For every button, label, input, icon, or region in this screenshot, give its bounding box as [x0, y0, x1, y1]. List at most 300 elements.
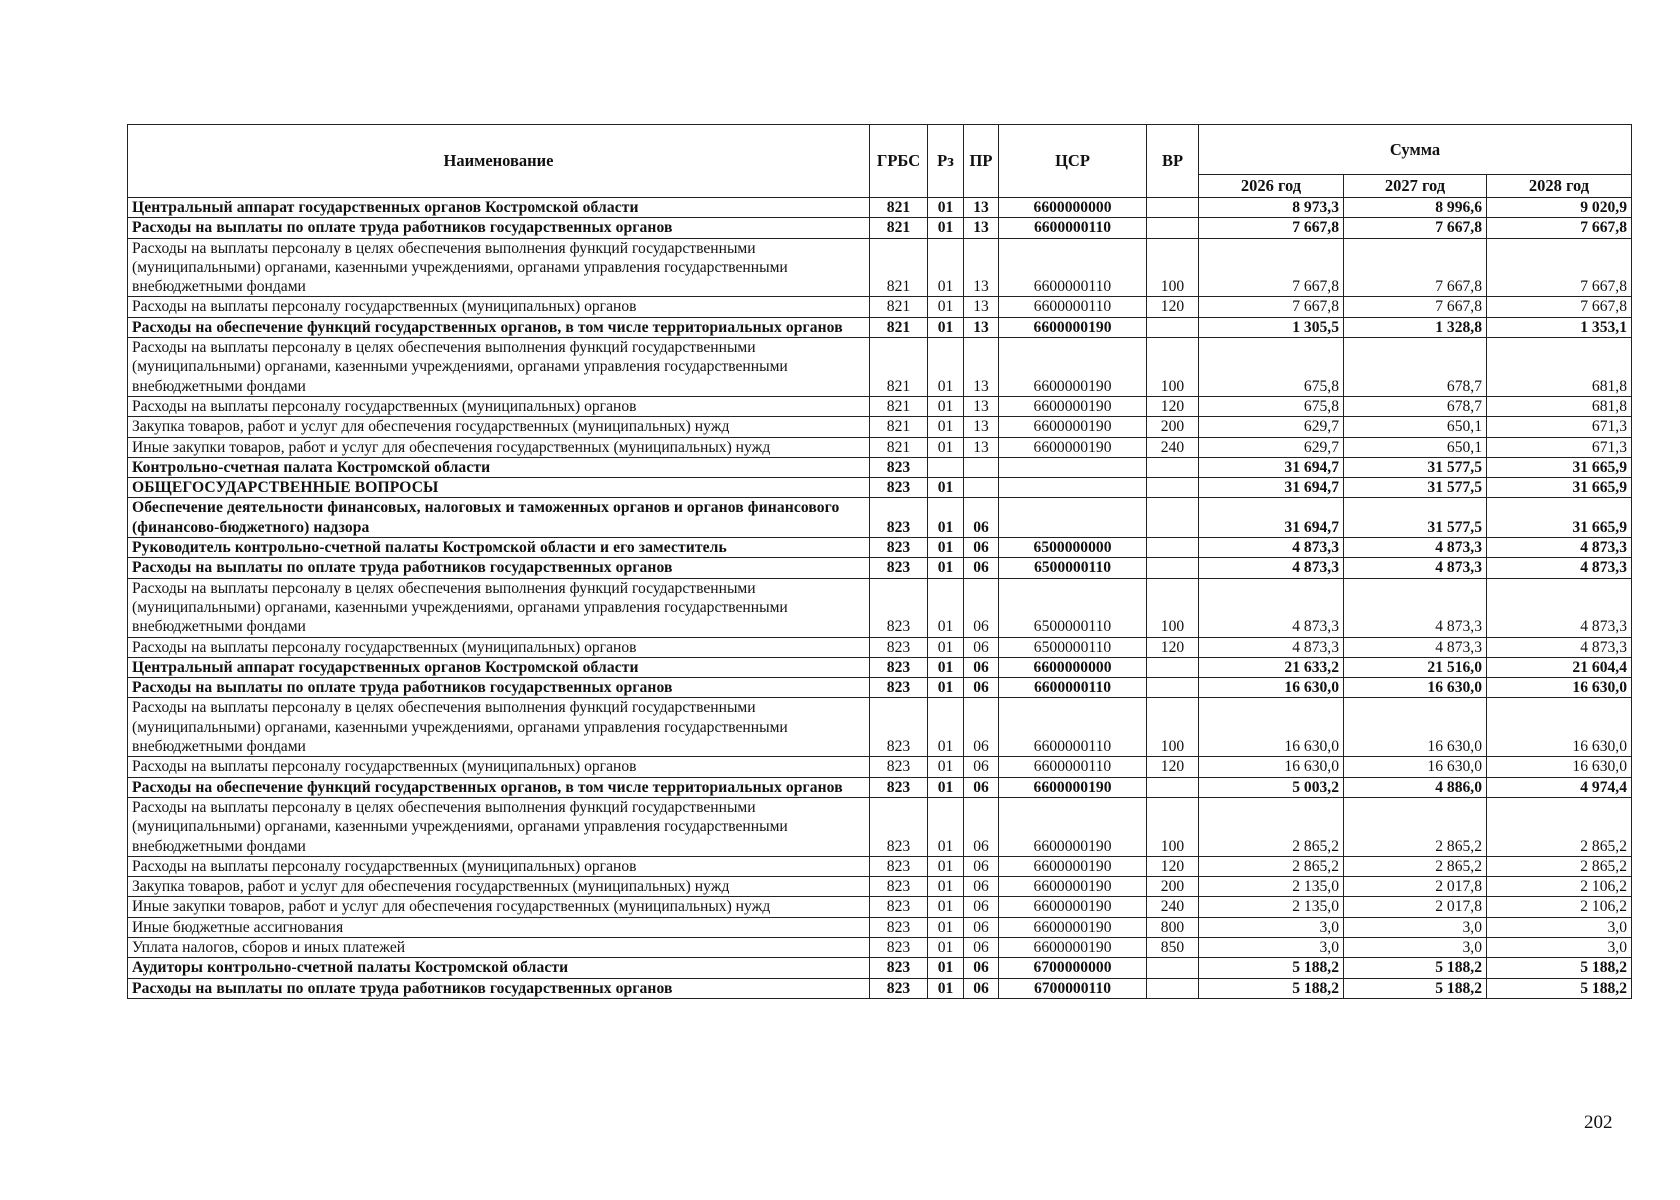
cell-grbs: 823: [870, 877, 928, 897]
cell-rz: 01: [928, 498, 964, 538]
cell-2026: 675,8: [1199, 338, 1344, 397]
cell-name: Расходы на выплаты по оплате труда работников государственных органов: [128, 558, 870, 578]
table-row: [128, 777, 1632, 797]
cell-2028: 3,0: [1487, 937, 1632, 957]
cell-name: Расходы на выплаты персоналу государственных (муниципальных) органов: [128, 637, 870, 657]
cell-grbs: 821: [870, 297, 928, 317]
cell-name: Расходы на выплаты персоналу в целях обеспечения выполнения функций государственными (муниципальными) органами, казенными учреждениями, органами управления государственными внебюджетными фондами: [128, 338, 870, 397]
cell-2027: 16 630,0: [1344, 678, 1487, 698]
cell-csr: 6600000190: [999, 777, 1147, 797]
cell-name: Расходы на обеспечение функций государственных органов, в том числе территориальных органов: [128, 777, 870, 797]
cell-2027: 3,0: [1344, 917, 1487, 937]
cell-csr: 6600000000: [999, 657, 1147, 677]
cell-name: Расходы на выплаты по оплате труда работников государственных органов: [128, 218, 870, 238]
cell-2028: 31 665,9: [1487, 498, 1632, 538]
cell-name: Расходы на выплаты персоналу в целях обеспечения выполнения функций государственными (муниципальными) органами, казенными учреждениями, органами управления государственными внебюджетными фондами: [128, 698, 870, 757]
cell-2027: 21 516,0: [1344, 657, 1487, 677]
cell-pr: 06: [964, 698, 999, 757]
cell-pr: 13: [964, 338, 999, 397]
cell-2028: 16 630,0: [1487, 678, 1632, 698]
cell-vr: 100: [1147, 338, 1199, 397]
cell-grbs: 823: [870, 958, 928, 978]
cell-grbs: 823: [870, 478, 928, 498]
cell-csr: 6600000110: [999, 238, 1147, 297]
cell-2026: 2 865,2: [1199, 856, 1344, 876]
cell-vr: [1147, 478, 1199, 498]
cell-grbs: 821: [870, 396, 928, 416]
header-year-2028: 2028 год: [1487, 175, 1632, 198]
table-row: [128, 978, 1632, 998]
cell-2026: 16 630,0: [1199, 678, 1344, 698]
cell-vr: 120: [1147, 297, 1199, 317]
cell-name: Иные закупки товаров, работ и услуг для обеспечения государственных (муниципальных) нужд: [128, 897, 870, 917]
cell-vr: 240: [1147, 437, 1199, 457]
cell-2028: 7 667,8: [1487, 297, 1632, 317]
cell-2028: 2 865,2: [1487, 856, 1632, 876]
cell-name: Аудиторы контрольно-счетной палаты Костромской области: [128, 958, 870, 978]
cell-csr: 6500000000: [999, 538, 1147, 558]
cell-pr: 06: [964, 797, 999, 856]
cell-2027: 7 667,8: [1344, 218, 1487, 238]
header-rz: Рз: [928, 125, 964, 198]
cell-2027: 31 577,5: [1344, 478, 1487, 498]
cell-vr: [1147, 317, 1199, 337]
cell-2028: 5 188,2: [1487, 978, 1632, 998]
cell-grbs: 823: [870, 657, 928, 677]
cell-grbs: 823: [870, 498, 928, 538]
cell-rz: 01: [928, 856, 964, 876]
cell-2028: 4 974,4: [1487, 777, 1632, 797]
cell-2027: 7 667,8: [1344, 297, 1487, 317]
cell-vr: [1147, 457, 1199, 477]
cell-pr: 06: [964, 978, 999, 998]
table-row: [128, 937, 1632, 957]
cell-csr: [999, 457, 1147, 477]
cell-vr: [1147, 538, 1199, 558]
cell-grbs: 823: [870, 637, 928, 657]
cell-grbs: 821: [870, 437, 928, 457]
cell-2026: 31 694,7: [1199, 457, 1344, 477]
cell-rz: 01: [928, 558, 964, 578]
cell-2027: 678,7: [1344, 338, 1487, 397]
cell-csr: 6600000190: [999, 937, 1147, 957]
cell-2026: 629,7: [1199, 437, 1344, 457]
cell-pr: 13: [964, 437, 999, 457]
cell-csr: 6600000110: [999, 678, 1147, 698]
cell-csr: 6500000110: [999, 558, 1147, 578]
cell-2027: 1 328,8: [1344, 317, 1487, 337]
cell-pr: 06: [964, 637, 999, 657]
cell-name: Расходы на выплаты по оплате труда работников государственных органов: [128, 678, 870, 698]
cell-grbs: 821: [870, 338, 928, 397]
cell-name: Расходы на выплаты персоналу государственных (муниципальных) органов: [128, 396, 870, 416]
cell-rz: 01: [928, 417, 964, 437]
cell-vr: 240: [1147, 897, 1199, 917]
table-row: [128, 498, 1632, 538]
cell-csr: 6600000190: [999, 917, 1147, 937]
cell-2028: 2 106,2: [1487, 877, 1632, 897]
cell-name: Контрольно-счетная палата Костромской области: [128, 457, 870, 477]
cell-2027: 31 577,5: [1344, 498, 1487, 538]
cell-2027: 678,7: [1344, 396, 1487, 416]
cell-csr: 6600000190: [999, 797, 1147, 856]
cell-grbs: 821: [870, 218, 928, 238]
cell-2026: 2 135,0: [1199, 897, 1344, 917]
cell-pr: 06: [964, 757, 999, 777]
cell-2026: 629,7: [1199, 417, 1344, 437]
cell-2027: 4 873,3: [1344, 637, 1487, 657]
cell-grbs: 821: [870, 317, 928, 337]
cell-vr: 200: [1147, 877, 1199, 897]
cell-2026: 21 633,2: [1199, 657, 1344, 677]
cell-name: Иные закупки товаров, работ и услуг для обеспечения государственных (муниципальных) нужд: [128, 437, 870, 457]
cell-name: Закупка товаров, работ и услуг для обеспечения государственных (муниципальных) нужд: [128, 417, 870, 437]
cell-2026: 4 873,3: [1199, 578, 1344, 637]
cell-2026: 2 135,0: [1199, 877, 1344, 897]
header-vr: ВР: [1147, 125, 1199, 198]
cell-rz: 01: [928, 958, 964, 978]
table-row: [128, 338, 1632, 397]
cell-name: Иные бюджетные ассигнования: [128, 917, 870, 937]
table-row: [128, 897, 1632, 917]
cell-pr: 06: [964, 498, 999, 538]
cell-name: Расходы на выплаты персоналу государственных (муниципальных) органов: [128, 297, 870, 317]
cell-grbs: 821: [870, 198, 928, 218]
cell-csr: [999, 478, 1147, 498]
cell-grbs: 823: [870, 797, 928, 856]
cell-pr: 06: [964, 958, 999, 978]
table-row: [128, 877, 1632, 897]
cell-2028: 9 020,9: [1487, 198, 1632, 218]
cell-2028: 4 873,3: [1487, 558, 1632, 578]
cell-pr: 13: [964, 297, 999, 317]
cell-pr: 06: [964, 897, 999, 917]
cell-2027: 2 865,2: [1344, 797, 1487, 856]
cell-2028: 31 665,9: [1487, 457, 1632, 477]
cell-2028: 16 630,0: [1487, 757, 1632, 777]
cell-name: Расходы на выплаты по оплате труда работников государственных органов: [128, 978, 870, 998]
cell-grbs: 823: [870, 678, 928, 698]
table-row: [128, 218, 1632, 238]
cell-2028: 671,3: [1487, 417, 1632, 437]
table-row: [128, 478, 1632, 498]
cell-2026: 5 188,2: [1199, 978, 1344, 998]
table-row: [128, 578, 1632, 637]
table-row: [128, 657, 1632, 677]
cell-rz: 01: [928, 218, 964, 238]
cell-2027: 16 630,0: [1344, 698, 1487, 757]
table-row: [128, 437, 1632, 457]
cell-name: ОБЩЕГОСУДАРСТВЕННЫЕ ВОПРОСЫ: [128, 478, 870, 498]
table-row: [128, 698, 1632, 757]
cell-rz: 01: [928, 538, 964, 558]
cell-pr: 06: [964, 558, 999, 578]
cell-2027: 5 188,2: [1344, 958, 1487, 978]
cell-rz: [928, 457, 964, 477]
header-csr: ЦСР: [999, 125, 1147, 198]
cell-vr: [1147, 657, 1199, 677]
cell-pr: 06: [964, 877, 999, 897]
cell-grbs: 823: [870, 538, 928, 558]
cell-name: Обеспечение деятельности финансовых, налоговых и таможенных органов и органов финансового (финансово-бюджетного) надзора: [128, 498, 870, 538]
table-row: [128, 856, 1632, 876]
cell-grbs: 823: [870, 698, 928, 757]
cell-vr: 850: [1147, 937, 1199, 957]
cell-name: Расходы на выплаты персоналу в целях обеспечения выполнения функций государственными (муниципальными) органами, казенными учреждениями, органами управления государственными внебюджетными фондами: [128, 238, 870, 297]
cell-pr: 06: [964, 538, 999, 558]
cell-pr: 06: [964, 917, 999, 937]
cell-pr: 06: [964, 856, 999, 876]
cell-pr: 06: [964, 937, 999, 957]
cell-name: Расходы на обеспечение функций государственных органов, в том числе территориальных органов: [128, 317, 870, 337]
cell-2026: 3,0: [1199, 917, 1344, 937]
cell-grbs: 823: [870, 856, 928, 876]
cell-name: Расходы на выплаты персоналу в целях обеспечения выполнения функций государственными (муниципальными) органами, казенными учреждениями, органами управления государственными внебюджетными фондами: [128, 578, 870, 637]
cell-2026: 5 188,2: [1199, 958, 1344, 978]
cell-2027: 4 873,3: [1344, 538, 1487, 558]
cell-rz: 01: [928, 396, 964, 416]
cell-2027: 2 865,2: [1344, 856, 1487, 876]
cell-pr: 06: [964, 678, 999, 698]
header-grbs: ГРБС: [870, 125, 928, 198]
table-row: [128, 396, 1632, 416]
cell-vr: [1147, 678, 1199, 698]
cell-2027: 2 017,8: [1344, 897, 1487, 917]
cell-csr: 6700000000: [999, 958, 1147, 978]
cell-vr: 120: [1147, 396, 1199, 416]
cell-rz: 01: [928, 877, 964, 897]
header-pr: ПР: [964, 125, 999, 198]
cell-2026: 7 667,8: [1199, 297, 1344, 317]
cell-pr: 06: [964, 657, 999, 677]
cell-rz: 01: [928, 698, 964, 757]
cell-name: Центральный аппарат государственных органов Костромской области: [128, 657, 870, 677]
table-body: [128, 198, 1632, 999]
cell-csr: [999, 498, 1147, 538]
cell-csr: 6600000000: [999, 198, 1147, 218]
cell-2026: 4 873,3: [1199, 538, 1344, 558]
header-name: Наименование: [128, 125, 870, 198]
cell-pr: 13: [964, 396, 999, 416]
table-row: [128, 538, 1632, 558]
cell-csr: 6600000190: [999, 417, 1147, 437]
cell-2027: 650,1: [1344, 417, 1487, 437]
cell-rz: 01: [928, 578, 964, 637]
cell-2028: 671,3: [1487, 437, 1632, 457]
cell-vr: [1147, 777, 1199, 797]
cell-rz: 01: [928, 637, 964, 657]
cell-grbs: 823: [870, 558, 928, 578]
cell-vr: 120: [1147, 856, 1199, 876]
cell-pr: 13: [964, 218, 999, 238]
cell-2027: 16 630,0: [1344, 757, 1487, 777]
cell-rz: 01: [928, 297, 964, 317]
cell-csr: 6600000190: [999, 317, 1147, 337]
cell-csr: 6500000110: [999, 578, 1147, 637]
cell-csr: 6500000110: [999, 637, 1147, 657]
cell-csr: 6600000190: [999, 338, 1147, 397]
cell-2027: 8 996,6: [1344, 198, 1487, 218]
header-sum: Сумма: [1199, 125, 1632, 175]
cell-vr: 200: [1147, 417, 1199, 437]
cell-rz: 01: [928, 317, 964, 337]
cell-csr: 6600000190: [999, 437, 1147, 457]
table-row: [128, 797, 1632, 856]
table-row: [128, 678, 1632, 698]
cell-2028: 21 604,4: [1487, 657, 1632, 677]
cell-csr: 6600000110: [999, 297, 1147, 317]
cell-csr: 6600000190: [999, 856, 1147, 876]
cell-2026: 7 667,8: [1199, 218, 1344, 238]
cell-grbs: 823: [870, 978, 928, 998]
table-row: [128, 297, 1632, 317]
cell-name: Уплата налогов, сборов и иных платежей: [128, 937, 870, 957]
cell-2027: 5 188,2: [1344, 978, 1487, 998]
cell-pr: 06: [964, 777, 999, 797]
cell-2026: 3,0: [1199, 937, 1344, 957]
cell-csr: 6600000110: [999, 698, 1147, 757]
cell-pr: [964, 457, 999, 477]
cell-vr: 120: [1147, 757, 1199, 777]
cell-rz: 01: [928, 238, 964, 297]
table-row: [128, 637, 1632, 657]
cell-2026: 4 873,3: [1199, 637, 1344, 657]
cell-2026: 31 694,7: [1199, 498, 1344, 538]
cell-2028: 4 873,3: [1487, 578, 1632, 637]
cell-2026: 31 694,7: [1199, 478, 1344, 498]
cell-vr: 100: [1147, 797, 1199, 856]
cell-rz: 01: [928, 757, 964, 777]
cell-name: Центральный аппарат государственных органов Костромской области: [128, 198, 870, 218]
cell-2027: 4 873,3: [1344, 578, 1487, 637]
cell-rz: 01: [928, 897, 964, 917]
cell-csr: 6600000190: [999, 877, 1147, 897]
cell-pr: 13: [964, 317, 999, 337]
table-row: [128, 958, 1632, 978]
cell-2026: 5 003,2: [1199, 777, 1344, 797]
cell-rz: 01: [928, 678, 964, 698]
cell-2027: 4 886,0: [1344, 777, 1487, 797]
cell-grbs: 823: [870, 757, 928, 777]
cell-pr: [964, 478, 999, 498]
budget-table: [127, 124, 1632, 999]
table-row: [128, 317, 1632, 337]
cell-pr: 13: [964, 198, 999, 218]
cell-grbs: 823: [870, 897, 928, 917]
cell-2028: 7 667,8: [1487, 218, 1632, 238]
table-row: [128, 558, 1632, 578]
table-row: [128, 457, 1632, 477]
cell-grbs: 823: [870, 917, 928, 937]
cell-vr: [1147, 498, 1199, 538]
cell-2028: 31 665,9: [1487, 478, 1632, 498]
cell-vr: 800: [1147, 917, 1199, 937]
cell-vr: 100: [1147, 698, 1199, 757]
table-row: [128, 917, 1632, 937]
cell-rz: 01: [928, 338, 964, 397]
cell-rz: 01: [928, 937, 964, 957]
cell-vr: [1147, 978, 1199, 998]
cell-2027: 31 577,5: [1344, 457, 1487, 477]
cell-pr: 13: [964, 417, 999, 437]
cell-2026: 1 305,5: [1199, 317, 1344, 337]
cell-rz: 01: [928, 478, 964, 498]
cell-2026: 16 630,0: [1199, 757, 1344, 777]
page-number: 202: [1584, 1112, 1613, 1133]
table-row: [128, 238, 1632, 297]
cell-2028: 3,0: [1487, 917, 1632, 937]
cell-2027: 3,0: [1344, 937, 1487, 957]
cell-grbs: 823: [870, 937, 928, 957]
table-row: [128, 757, 1632, 777]
header-year-2026: 2026 год: [1199, 175, 1344, 198]
cell-2027: 650,1: [1344, 437, 1487, 457]
table-row: [128, 417, 1632, 437]
header-year-2027: 2027 год: [1344, 175, 1487, 198]
cell-grbs: 823: [870, 457, 928, 477]
cell-vr: 120: [1147, 637, 1199, 657]
cell-csr: 6600000110: [999, 218, 1147, 238]
cell-grbs: 821: [870, 238, 928, 297]
cell-csr: 6700000110: [999, 978, 1147, 998]
cell-name: Расходы на выплаты персоналу государственных (муниципальных) органов: [128, 757, 870, 777]
cell-2026: 16 630,0: [1199, 698, 1344, 757]
cell-rz: 01: [928, 797, 964, 856]
cell-grbs: 821: [870, 417, 928, 437]
cell-name: Расходы на выплаты персоналу в целях обеспечения выполнения функций государственными (муниципальными) органами, казенными учреждениями, органами управления государственными внебюджетными фондами: [128, 797, 870, 856]
cell-csr: 6600000190: [999, 897, 1147, 917]
cell-2028: 4 873,3: [1487, 538, 1632, 558]
table-row: [128, 198, 1632, 218]
cell-rz: 01: [928, 437, 964, 457]
cell-2026: 8 973,3: [1199, 198, 1344, 218]
cell-name: Закупка товаров, работ и услуг для обеспечения государственных (муниципальных) нужд: [128, 877, 870, 897]
cell-2026: 4 873,3: [1199, 558, 1344, 578]
cell-2028: 4 873,3: [1487, 637, 1632, 657]
budget-table-container: [127, 124, 1631, 999]
cell-2028: 681,8: [1487, 396, 1632, 416]
table-header: [128, 125, 1632, 198]
cell-name: Расходы на выплаты персоналу государственных (муниципальных) органов: [128, 856, 870, 876]
cell-2028: 681,8: [1487, 338, 1632, 397]
cell-2028: 2 865,2: [1487, 797, 1632, 856]
cell-2026: 7 667,8: [1199, 238, 1344, 297]
cell-2028: 1 353,1: [1487, 317, 1632, 337]
cell-2028: 7 667,8: [1487, 238, 1632, 297]
cell-name: Руководитель контрольно-счетной палаты Костромской области и его заместитель: [128, 538, 870, 558]
cell-2026: 2 865,2: [1199, 797, 1344, 856]
cell-csr: 6600000110: [999, 757, 1147, 777]
cell-pr: 13: [964, 238, 999, 297]
cell-rz: 01: [928, 917, 964, 937]
cell-vr: 100: [1147, 578, 1199, 637]
cell-rz: 01: [928, 198, 964, 218]
cell-2027: 4 873,3: [1344, 558, 1487, 578]
cell-csr: 6600000190: [999, 396, 1147, 416]
cell-vr: [1147, 198, 1199, 218]
cell-rz: 01: [928, 978, 964, 998]
cell-vr: [1147, 558, 1199, 578]
cell-vr: 100: [1147, 238, 1199, 297]
cell-rz: 01: [928, 657, 964, 677]
cell-vr: [1147, 958, 1199, 978]
cell-grbs: 823: [870, 777, 928, 797]
cell-2028: 2 106,2: [1487, 897, 1632, 917]
cell-pr: 06: [964, 578, 999, 637]
cell-2028: 5 188,2: [1487, 958, 1632, 978]
cell-2027: 7 667,8: [1344, 238, 1487, 297]
cell-rz: 01: [928, 777, 964, 797]
